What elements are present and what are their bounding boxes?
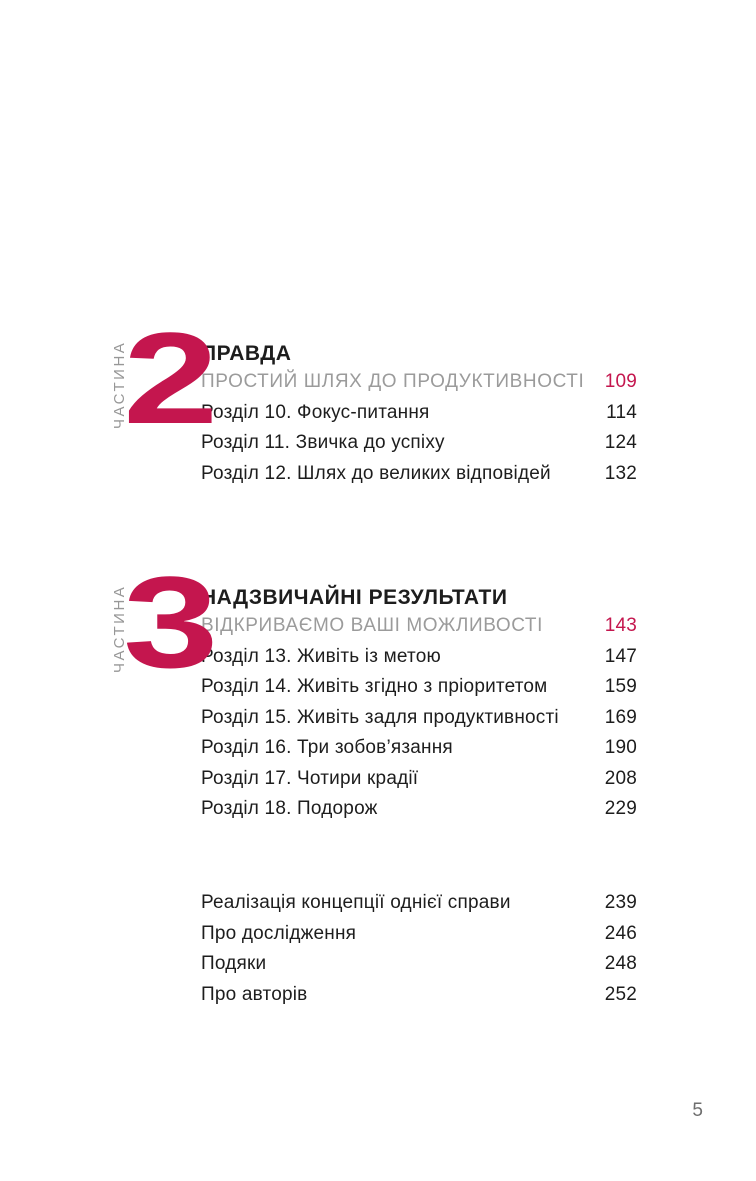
toc-row xyxy=(201,980,637,1011)
toc-row xyxy=(201,703,637,734)
page-number: 169 xyxy=(604,706,637,728)
toc-row xyxy=(201,642,637,673)
page-number: 246 xyxy=(604,922,637,944)
page-number: 124 xyxy=(604,432,637,453)
chapter-title: Розділ 16. Три зобов’язання xyxy=(201,737,453,758)
toc-row xyxy=(201,919,637,950)
chapter-title: Розділ 15. Живіть задля продуктивності xyxy=(201,706,559,728)
toc-row xyxy=(201,794,637,825)
toc-row xyxy=(201,428,637,459)
part-number-numeral: 2 xyxy=(123,305,219,451)
page-number: 229 xyxy=(604,798,637,819)
back-matter-section xyxy=(201,888,637,1010)
part-title: НАДЗВИЧАЙНІ РЕЗУЛЬТАТИ xyxy=(201,586,508,609)
page-number: 208 xyxy=(604,767,637,789)
part-label-vertical: ЧАСТИНА xyxy=(111,340,128,429)
part-subtitle: ВІДКРИВАЄМО ВАШІ МОЖЛИВОСТІ xyxy=(201,615,544,636)
chapter-title: Розділ 12. Шлях до великих відповідей xyxy=(201,462,551,484)
chapter-title: Розділ 17. Чотири крадії xyxy=(201,767,419,789)
part-subtitle-row xyxy=(201,367,637,398)
page-number: 239 xyxy=(604,892,637,913)
part-section-2 xyxy=(107,305,637,489)
part-subtitle-row xyxy=(201,611,637,642)
back-matter-title: Про дослідження xyxy=(201,922,357,944)
part-content xyxy=(201,581,637,825)
toc-row xyxy=(201,764,637,795)
page-number: 109 xyxy=(604,371,637,392)
toc-row xyxy=(201,949,637,980)
page-number: 190 xyxy=(604,737,637,758)
part-subtitle: ПРОСТИЙ ШЛЯХ ДО ПРОДУКТИВНОСТІ xyxy=(201,371,585,392)
part-content xyxy=(201,337,637,489)
back-matter-title: Реалізація концепції однієї справи xyxy=(201,892,511,913)
part-section-3 xyxy=(107,549,637,825)
back-matter-title: Про авторів xyxy=(201,983,308,1005)
toc-row xyxy=(201,733,637,764)
chapter-title: Розділ 13. Живіть із метою xyxy=(201,645,441,667)
page-number: 252 xyxy=(604,983,637,1005)
chapter-title: Розділ 14. Живіть згідно з пріоритетом xyxy=(201,676,548,697)
chapter-title: Розділ 10. Фокус-питання xyxy=(201,401,430,423)
back-matter-title: Подяки xyxy=(201,953,267,974)
toc-row xyxy=(201,888,637,919)
toc-row xyxy=(201,398,637,429)
page-number: 132 xyxy=(604,462,637,484)
chapter-title: Розділ 11. Звичка до успіху xyxy=(201,432,445,453)
part-label-vertical: ЧАСТИНА xyxy=(111,584,128,673)
toc-row xyxy=(201,672,637,703)
page-number: 143 xyxy=(604,615,637,636)
part-gutter xyxy=(107,305,219,451)
toc-row xyxy=(201,459,637,490)
part-number-numeral: 3 xyxy=(123,549,219,695)
page-number: 114 xyxy=(606,401,637,423)
chapter-title: Розділ 18. Подорож xyxy=(201,798,378,819)
footer-page-number: 5 xyxy=(692,1100,703,1121)
part-gutter xyxy=(107,549,219,695)
part-title: ПРАВДА xyxy=(201,342,292,365)
page-number: 248 xyxy=(604,953,637,974)
page-number: 147 xyxy=(604,645,637,667)
page-number: 159 xyxy=(604,676,637,697)
